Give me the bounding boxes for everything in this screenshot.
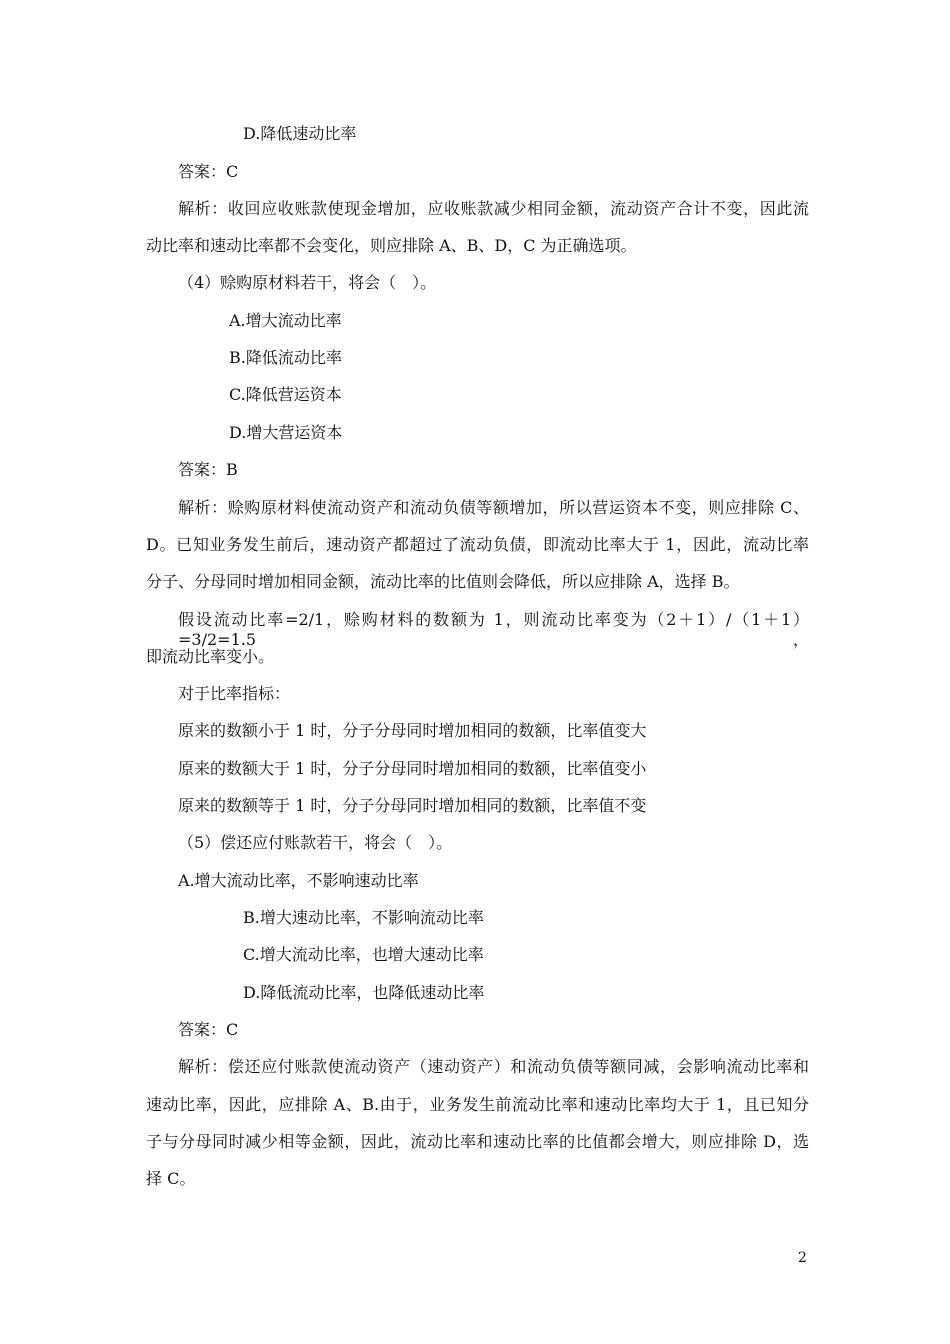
- analysis-q4-line2: D。已知业务发生前后，速动资产都超过了流动负债，即流动比率大于 1，因此，流动比率: [146, 535, 809, 554]
- answer-q5: 答案：C: [178, 1020, 239, 1039]
- q5-option-d: D.降低流动比率，也降低速动比率: [243, 983, 485, 1002]
- analysis-q4-line1: 解析：赊购原材料使流动资产和流动负债等额增加，所以营运资本不变，则应排除 C、: [178, 498, 809, 517]
- q4-option-c: C.降低营运资本: [229, 385, 342, 404]
- answer-q4: 答案：B: [178, 460, 238, 479]
- analysis-q3-line1: 解析：收回应收账款使现金增加，应收账款减少相同金额，流动资产合计不变，因此流: [178, 199, 809, 218]
- page-number: 2: [798, 1250, 807, 1266]
- q5-option-a: A.增大流动比率，不影响速动比率: [178, 871, 419, 890]
- answer-q3: 答案：C: [178, 162, 239, 181]
- analysis-q5-line1: 解析：偿还应付账款使流动资产（速动资产）和流动负债等额同减，会影响流动比率和: [178, 1057, 809, 1076]
- assumption-line1: 假设流动比率=2/1，赊购材料的数额为 1，则流动比率变为（2＋1）/（1＋1）=3/2=1.5，: [178, 610, 809, 649]
- q4-option-a: A.增大流动比率: [229, 311, 342, 330]
- analysis-q5-line4: 择 C。: [146, 1169, 196, 1188]
- ratio-note-less: 原来的数额小于 1 时，分子分母同时增加相同的数额，比率值变大: [178, 721, 647, 740]
- ratio-note-greater: 原来的数额大于 1 时，分子分母同时增加相同的数额，比率值变小: [178, 759, 647, 778]
- question-5: （5）偿还应付账款若干，将会（ ）。: [178, 833, 453, 852]
- q4-option-d: D.增大营运资本: [229, 423, 343, 442]
- ratio-note-heading: 对于比率指标：: [178, 684, 291, 703]
- q4-option-b: B.降低流动比率: [229, 348, 342, 367]
- analysis-q3-line2: 动比率和速动比率都不会变化，则应排除 A、B、D，C 为正确选项。: [146, 236, 637, 255]
- ratio-note-equal: 原来的数额等于 1 时，分子分母同时增加相同的数额，比率值不变: [178, 796, 647, 815]
- q5-option-c: C.增大流动比率，也增大速动比率: [243, 945, 484, 964]
- analysis-q5-line2: 速动比率，因此，应排除 A、B.由于，业务发生前流动比率和速动比率均大于 1，且已知分: [146, 1095, 809, 1114]
- analysis-q4-line3: 分子、分母同时增加相同金额，流动比率的比值则会降低，所以应排除 A，选择 B。: [146, 572, 740, 591]
- assumption-line2: 即流动比率变小。: [146, 647, 275, 666]
- analysis-q5-line3: 子与分母同时减少相等金额，因此，流动比率和速动比率的比值都会增大，则应排除 D，选: [146, 1132, 809, 1151]
- q5-option-b: B.增大速动比率，不影响流动比率: [243, 908, 484, 927]
- question-4: （4）赊购原材料若干，将会（ ）。: [178, 273, 437, 292]
- option-d-prev: D.降低速动比率: [243, 124, 357, 143]
